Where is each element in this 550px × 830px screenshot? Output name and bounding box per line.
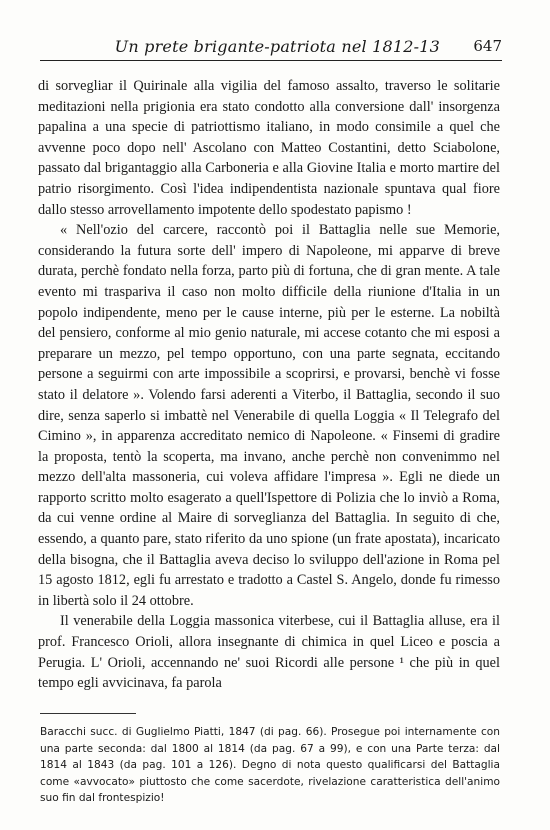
paragraph-continued: di sorvegliar il Quirinale alla vigilia del famoso assalto, traverso le solitarie meditazioni nella prigionia era stato condotto alla conversione dall' insorgenza papalina a una specie di patriottismo italiano, in modo consimile a quel che avvenne poco dopo nell' Ascolano con Matteo Costantini, detto Sciabolone, passato dal brigantaggio alla Carboneria e alla Giovine Italia e morto martire del patrio risorgimento. Così l'idea indipendentista nazionale spuntava qual fiore dallo stesso arrovellamento impotente dello spodestato papismo ! [38, 78, 500, 218]
footnote-text: Baracchi succ. di Guglielmo Piatti, 1847 (di pag. 66). Prosegue poi internamente con una parte seconda: dal 1800 al 1814 (da pag. 67 a 99), e con una Parte terza: dal 1814 al 1843 (da pag. 101 a 126). Degno di nota questo qualificarsi del Battaglia come «avvocato» piuttosto che come sacerdote, rivelazione caratteristica dell'animo suo fin dal frontespizio! [40, 726, 500, 805]
main-text [38, 76, 500, 694]
paragraph: « Nell'ozio del carcere, raccontò poi il Battaglia nelle sue Memorie, considerando la futura sorte dell' impero di Napoleone, mi apparve di breve durata, perchè fondato nella forza, parto più di fortuna, che di gran mente. A tale evento mi traspariva il caso non molto difficile della riunione d'Italia in un popolo indipendente, meno per le cause interne, più per le esterne. La nobiltà del pensiero, conforme al mio genio naturale, mi accese cotanto che mi esposi a preparare un mezzo, pel tempo opportuno, con una parte segnata, eccitando persone a seguirmi con arte impossibile a scoprirsi, e provarsi, benchè vi fosse stato il delatore ». Volendo farsi aderenti a Viterbo, il Battaglia, secondo il suo dire, senza saperlo si imbattè nel Venerabile di quella Loggia « Il Telegrafo del Cimino », in apparenza accreditato nemico di Napoleone. « Finsemi di gradire la proposta, tentò la scoperta, ma invano, anche perchè non convenimmo nel mezzo dell'alta massoneria, cui voleva affidare l'impresa ». Egli ne diede un rapporto scritto molto esagerato a quell'Ispettore di Polizia che lo inviò a Roma, da cui venne ordine al Maire di sorveglianza del Battaglia. In seguito di che, essendo, a quanto pare, stato riferito da uno spione (un frate apostata), incaricato della bisogna, che il Battaglia aveva deciso lo sviluppo dell'azione in Roma pel 15 agosto 1812, egli fu arrestato e tradotto a Castel S. Angelo, donde fu rimesso in libertà solo il 24 ottobre. [38, 222, 500, 609]
footnote [40, 724, 500, 807]
page-header [40, 32, 502, 61]
page-number: 647 [473, 37, 502, 55]
paragraph: Il venerabile della Loggia massonica viterbese, cui il Battaglia alluse, era il prof. Francesco Orioli, allora insegnante di chimica in quel Liceo e poscia a Perugia. L' Orioli, accennando ne' suoi Ricordi alle persone ¹ che più in quel tempo egli avvicinava, fa parola [38, 613, 500, 692]
running-title: Un prete brigante-patriota nel 1812-13 [114, 37, 440, 56]
footnote-separator [40, 713, 136, 714]
